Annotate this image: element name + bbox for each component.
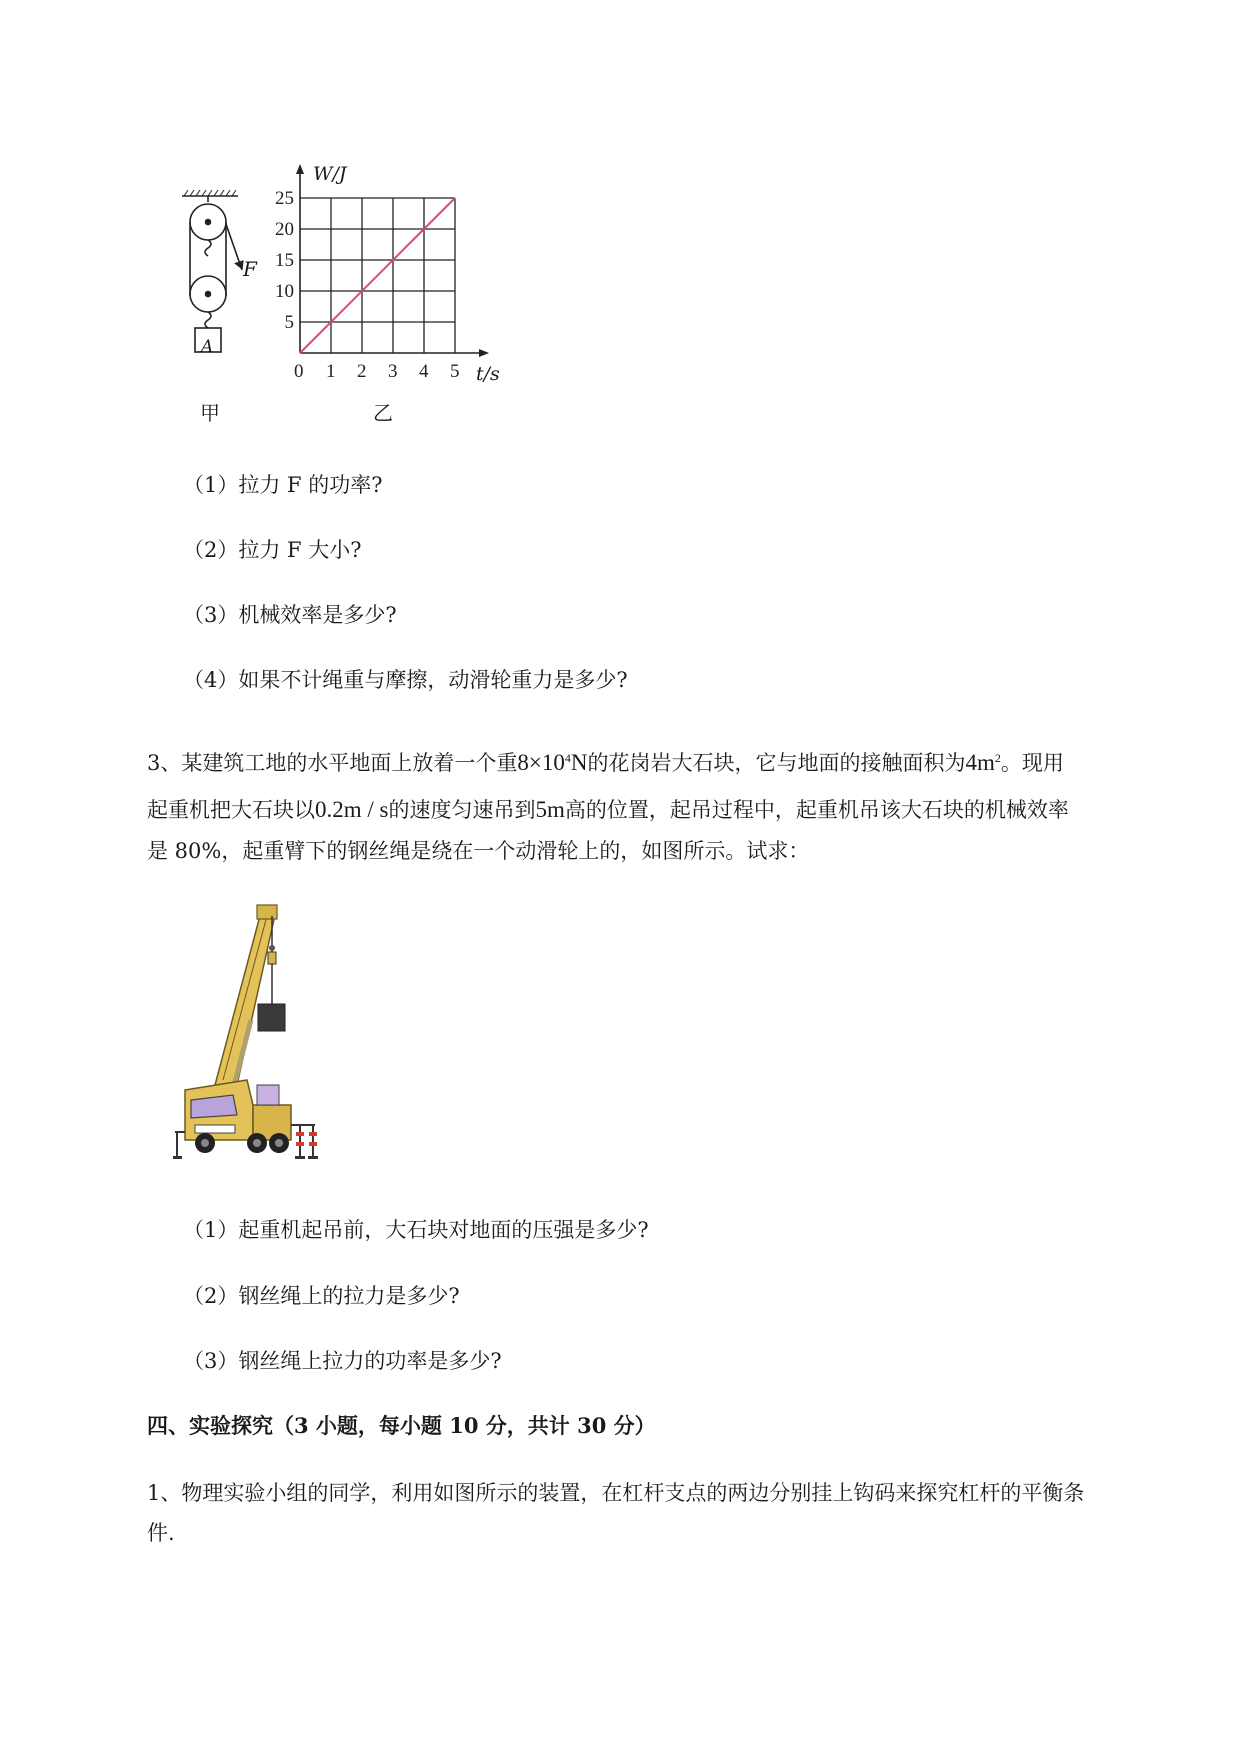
q3-subquestion-3: （3）钢丝绳上拉力的功率是多少? xyxy=(183,1349,502,1373)
x-tick-label: 4 xyxy=(419,361,429,382)
q3-line-1 xyxy=(147,743,1064,778)
y-tick-label: 25 xyxy=(275,188,294,209)
q2-subquestion-1: （1）拉力 F 的功率? xyxy=(183,473,383,497)
force-label: F xyxy=(243,257,257,281)
q3-subquestion-1: （1）起重机起吊前，大石块对地面的压强是多少? xyxy=(183,1218,649,1242)
x-tick-label: 1 xyxy=(326,361,336,382)
figure-label-yi: 乙 xyxy=(373,401,393,425)
x-tick-label: 5 xyxy=(450,361,460,382)
q3-text-1c: 。现用 xyxy=(1000,751,1064,775)
crane-illustration xyxy=(175,900,335,1175)
s4q1-line-2: 件. xyxy=(147,1521,175,1545)
section-4-heading: 四、实验探究（3 小题，每小题 10 分，共计 30 分） xyxy=(147,1413,656,1438)
q3-text-1b: 的花岗岩大石块，它与地面的接触面积为 xyxy=(587,751,966,775)
y-tick-label: 20 xyxy=(275,219,294,240)
q3-text-1a: 3、某建筑工地的水平地面上放着一个重 xyxy=(147,751,518,775)
q3-text-2c: 高的位置，起吊过程中，起重机吊该大石块的机械效率 xyxy=(564,798,1069,822)
block-label: A xyxy=(201,337,214,357)
q2-subquestion-2: （2）拉力 F 大小? xyxy=(183,538,362,562)
x-axis-arrow xyxy=(479,349,489,357)
x-tick-label: 3 xyxy=(388,361,398,382)
figure-label-jia: 甲 xyxy=(200,401,220,425)
chart-x-axis-label: t/s xyxy=(476,363,500,385)
q3-height: 5m xyxy=(535,797,565,822)
q2-subquestion-4: （4）如果不计绳重与摩擦，动滑轮重力是多少? xyxy=(183,668,628,692)
s4q1-line-1: 1、物理实验小组的同学，利用如图所示的装置，在杠杆支点的两边分别挂上钩码来探究杠杆的平衡条 xyxy=(147,1481,1085,1505)
q3-text-2b: 的速度匀速吊到 xyxy=(388,798,536,822)
chart-y-axis-label: W/J xyxy=(313,163,347,185)
y-axis-arrow xyxy=(296,164,304,174)
y-tick-label: 10 xyxy=(275,281,294,302)
q3-subquestion-2: （2）钢丝绳上的拉力是多少? xyxy=(183,1284,460,1308)
q3-line-2 xyxy=(147,795,1069,825)
data-line xyxy=(300,198,455,353)
y-tick-label: 5 xyxy=(284,312,294,333)
y-tick-label: 15 xyxy=(275,250,294,271)
q3-weight: $8\times 10^4N$ xyxy=(517,750,588,775)
q3-speed: 0.2m / s xyxy=(315,797,389,822)
q3-area: $4m^2$ xyxy=(965,750,1001,775)
q3-line-3: 是 80%，起重臂下的钢丝绳是绕在一个动滑轮上的，如图所示。试求： xyxy=(147,839,810,863)
q3-text-2a: 起重机把大石块以 xyxy=(147,798,315,822)
q2-subquestion-3: （3）机械效率是多少? xyxy=(183,603,397,627)
origin-tick-label: 0 xyxy=(294,361,304,382)
x-tick-label: 2 xyxy=(357,361,367,382)
